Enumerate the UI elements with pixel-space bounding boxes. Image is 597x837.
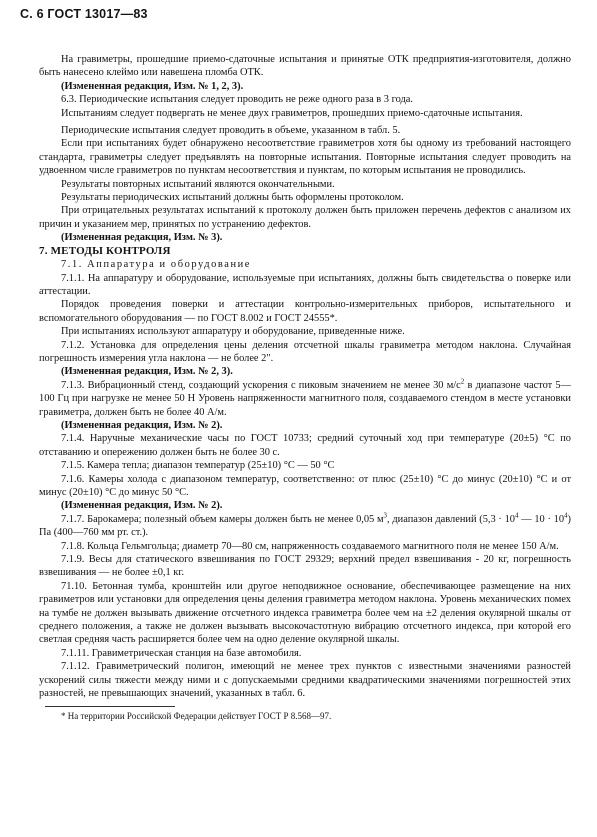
section-title: 7. МЕТОДЫ КОНТРОЛЯ	[39, 244, 171, 257]
paragraph: Результаты повторных испытаний являются окончательными.	[61, 178, 335, 190]
clause-text: 7.1.3. Вибрационный стенд, создающий ускорения с пиковым значением не менее 30 м/с	[61, 379, 461, 391]
clause-text: , диапазон давлений (5,3 · 10	[387, 513, 515, 525]
footnote-divider	[45, 706, 175, 707]
clause	[39, 513, 571, 540]
clause: 7.1.2. Установка для определения цены деления отсчетной шкалы гравиметра методом наклона. Случайная погрешность измерения угла наклона — не более 2".	[39, 339, 571, 364]
paragraph: Испытаниям следует подвергать не менее двух гравиметров, прошедших приемо-сдаточные испытания.	[61, 107, 523, 119]
clause: 7.1.4. Наручные механические часы по ГОСТ 10733; средний суточный ход при температуре (20±5) °С по отставанию и опережению должен быть не более 30 с.	[39, 433, 571, 458]
clause: 71.10. Бетонная тумба, кронштейн или другое неподвижное основание, обеспечивающее размещение на них гравиметров или установки для определения цены деления гравиметра методом наклона. Уровень механических помех на тумбе не должен вызывать движение отсчетного индекса гравиметра более чем на ±2 деления окулярной шкалы от среднего положения, а также не должен вызывать высокочастотную вибрацию отсчетного индекса, при которой его светлая средняя часть расширяется более чем на одно деление окулярной шкалы.	[39, 580, 571, 646]
clause: При испытаниях используют аппаратуру и оборудование, приведенные ниже.	[61, 326, 405, 338]
clause: 7.1.1. На аппаратуру и оборудование, используемые при испытаниях, должны быть свидетельства о поверке или аттестации.	[39, 272, 571, 297]
clause: 7.1.8. Кольца Гельмгольца; диаметр 70—80 см, напряженность создаваемого магнитного поля не менее 150 А/м.	[61, 540, 559, 552]
clause: 7.1.5. Камера тепла; диапазон температур (25±10) °С — 50 °С	[61, 460, 335, 472]
paragraph: Периодические испытания следует проводить в объеме, указанном в табл. 5.	[61, 125, 401, 137]
paragraph: При отрицательных результатах испытаний к протоколу должен быть приложен перечень дефектов с анализом их причин и указанием мер, принятых по устранению дефектов.	[39, 205, 571, 230]
footnote: * На территории Российской Федерации действует ГОСТ Р 8.568—97.	[61, 710, 332, 721]
paragraph: На гравиметры, прошедшие приемо-сдаточные испытания и принятые ОТК предприятия-изготовителя, должно быть нанесено клеймо или навешена пломба ОТК.	[39, 54, 571, 79]
clause-text: 7.1.7. Барокамера; полезный объем камеры должен быть не менее 0,05 м	[61, 513, 384, 525]
superscript: 3	[383, 511, 388, 520]
amendment-note: (Измененная редакция, Изм. № 2, 3).	[61, 366, 233, 378]
document-body	[39, 53, 571, 723]
paragraph: Если при испытаниях будет обнаружено несоответствие гравиметров хотя бы одному из требований настоящего стандарта, гравиметры следует предъявлять на повторные испытания. Повторные испытания следует проводить на удвоенном числе гравиметров по пунктам несоответствия и пунктам, по которым испытания не проводились.	[39, 138, 571, 177]
clause: Порядок проведения поверки и аттестации контрольно-измерительных приборов, испытательного и вспомогательного оборудования — по ГОСТ 8.002 и ГОСТ 24555*.	[39, 299, 571, 324]
clause-text: ) Па (400—760 мм рт. ст.).	[39, 513, 571, 539]
amendment-note: (Измененная редакция, Изм. № 1, 2, 3).	[61, 80, 244, 92]
superscript: 2	[460, 377, 465, 386]
paragraph: 6.3. Периодические испытания следует проводить не реже одного раза в 3 года.	[61, 94, 413, 106]
amendment-note: (Измененная редакция, Изм. № 2).	[61, 419, 223, 431]
clause: 7.1.11. Гравиметрическая станция на базе автомобиля.	[61, 647, 302, 659]
amendment-note: (Измененная редакция, Изм. № 3).	[61, 232, 223, 244]
superscript: 4	[564, 511, 568, 520]
clause-text: в диапазоне частот 5—100 Гц при нагрузке не менее 50 Н Уровень напряженности магнитного поля, создаваемого стендом в месте установки гравиметра, должен быть не более 40 А/м.	[39, 379, 571, 418]
clause: 7.1.12. Гравиметрический полигон, имеющий не менее трех пунктов с известными значениями разностей ускорений силы тяжести между ними и с допускаемыми средними квадратическими значениями погрешностей этих разностей, не превышающих значений, указанных в табл. 6.	[39, 661, 571, 700]
clause-text: — 10 · 10	[518, 513, 565, 525]
amendment-note: (Измененная редакция, Изм. № 2).	[61, 500, 223, 512]
clause: 7.1.9. Весы для статического взвешивания по ГОСТ 29329; верхний предел взвешивания - 20 кг, погрешность взвешивания — не более ±0,1 кг.	[39, 554, 571, 579]
paragraph: Результаты периодических испытаний должны быть оформлены протоколом.	[61, 192, 404, 204]
superscript: 4	[515, 511, 519, 520]
clause: 7.1.6. Камеры холода с диапазоном температур, соответственно: от плюс (25±10) °С до минус (20±10) °С и от минус (20±10) °С до минус 50 °С.	[39, 473, 571, 498]
clause	[39, 379, 571, 419]
subsection-heading: 7.1. Аппаратура и оборудование	[61, 259, 251, 271]
page-header: С. 6 ГОСТ 13017—83	[20, 7, 148, 21]
